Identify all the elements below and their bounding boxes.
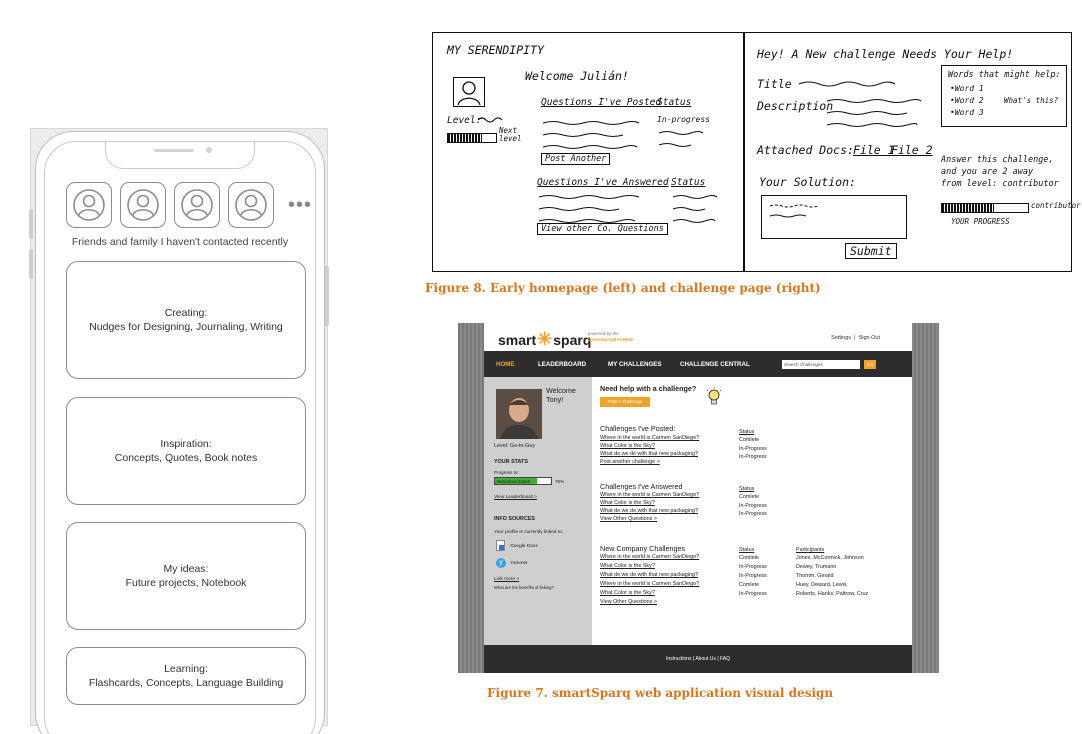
yammer-icon: y xyxy=(496,558,506,568)
lightbulb-icon xyxy=(706,387,722,409)
user-level: Level: Go-to-Guy xyxy=(494,443,536,449)
friend-avatar[interactable] xyxy=(174,182,220,228)
status-header: Status xyxy=(739,547,755,553)
powered-by-text: powered by the xyxy=(588,331,619,336)
sketch-word-1: •Word 1 xyxy=(950,84,984,93)
sketch-homepage-panel xyxy=(432,32,744,272)
sketch-in-progress: In-progress xyxy=(657,115,710,124)
person-icon xyxy=(126,188,160,222)
sketch-words-box xyxy=(941,65,1067,127)
status-value: In-Progress xyxy=(739,573,767,579)
friend-avatar[interactable] xyxy=(228,182,274,228)
footer-faq-link[interactable]: FAQ xyxy=(720,656,731,662)
sketch-word-2: •Word 2 xyxy=(950,96,984,105)
ellipsis-icon[interactable]: ••• xyxy=(288,194,313,216)
sketch-welcome: Welcome Julián! xyxy=(525,69,629,83)
google-docs-icon-mark xyxy=(499,545,504,550)
sketch-title-label: Title xyxy=(757,77,792,91)
card-title: Learning: xyxy=(164,663,208,675)
link-more-link[interactable]: Link more > xyxy=(494,577,520,582)
challenge-link[interactable]: Where in the world is Carmen SanDiego? xyxy=(600,492,700,498)
status-value: In-Progress xyxy=(739,564,767,570)
phone-speaker xyxy=(154,149,194,152)
info-sources-heading: INFO SOURCES xyxy=(494,516,536,522)
status-value: Comlete xyxy=(739,582,760,588)
sketch-post-another: Post Another xyxy=(541,153,610,165)
phone-body xyxy=(35,131,325,734)
status-header: Status xyxy=(739,429,755,435)
separator: | xyxy=(852,335,859,341)
person-icon xyxy=(234,188,268,222)
sketch-file-1: File 1 xyxy=(853,143,895,157)
sketch-words-help: Words that might help: xyxy=(948,70,1061,80)
progress-to-label: Progress to: xyxy=(494,470,519,475)
separator: | xyxy=(717,656,721,662)
footer-instructions-link[interactable]: Instructions xyxy=(665,656,692,662)
footer-links xyxy=(484,656,912,662)
card-learning[interactable] xyxy=(66,647,306,705)
friends-avatar-row xyxy=(66,182,312,228)
sketch-next-level: Next level xyxy=(499,126,522,143)
sketch-scribble-lines xyxy=(768,200,848,224)
progress-bar xyxy=(494,477,552,485)
challenge-link[interactable]: What do we do with that new packaging? xyxy=(600,572,698,578)
sketch-scribble-lines xyxy=(825,95,925,135)
spark-icon: ✳ xyxy=(537,329,553,349)
participants-value: Roberts, Hanks, Paltrow, Cruz xyxy=(796,591,869,597)
phone-screen xyxy=(44,141,316,734)
sketch-questions-answered: Questions I've Answered xyxy=(537,177,669,188)
friend-avatar[interactable] xyxy=(66,182,112,228)
sketch-photo-placeholder xyxy=(453,77,485,107)
avatar-photo-icon xyxy=(496,389,542,439)
post-challenge-button[interactable]: Post A Challenge xyxy=(600,397,650,407)
sketch-scribble-lines xyxy=(657,129,707,159)
participants-value: Huey, Deward, Lewis xyxy=(796,582,847,588)
status-value: In-Progress xyxy=(739,511,767,517)
challenge-link[interactable]: What Color is the Sky? xyxy=(600,500,655,506)
progress-label: Meticulous Expert xyxy=(497,479,531,484)
challenge-link[interactable]: What do we do with that new packaging? xyxy=(600,451,698,457)
posted-heading: Challenges I've Posted: xyxy=(600,424,676,433)
yammer-label: Yammer xyxy=(510,561,528,566)
challenge-link[interactable]: What Color is the Sky? xyxy=(600,563,655,569)
sketch-status-1: Status xyxy=(657,97,692,108)
sketch-challenge-heading: Hey! A New challenge Needs Your Help! xyxy=(757,47,1014,61)
sketch-status-2: Status xyxy=(671,177,706,188)
phone-side-button xyxy=(29,249,33,279)
smartsparq-screenshot xyxy=(458,323,939,673)
status-value: In-Progress xyxy=(739,503,767,509)
user-photo xyxy=(496,389,542,439)
challenge-link[interactable]: What do we do with that new packaging? xyxy=(600,508,698,514)
sketch-questions-posted: Questions I've Posted xyxy=(541,97,662,108)
card-subtitle: Flashcards, Concepts, Language Building xyxy=(88,677,284,689)
main-nav xyxy=(484,351,912,377)
status-header: Status xyxy=(739,486,755,492)
view-other-link[interactable]: View Other Questions > xyxy=(600,516,657,522)
sketch-view-other: View other Co. Questions xyxy=(537,223,668,235)
top-links xyxy=(831,335,880,341)
participants-value: Dewey, Trumann xyxy=(796,564,837,570)
sketch-scribble-lines xyxy=(671,193,721,227)
sketch-contributor: contributor xyxy=(1031,201,1081,210)
status-value: In-Progress xyxy=(739,591,767,597)
view-leaderboard-link[interactable]: View Leaderboard > xyxy=(494,495,537,500)
sketch-attached-docs: Attached Docs: xyxy=(757,143,854,157)
google-docs-label: Google Docs xyxy=(510,544,538,549)
sketch-answer-note-1: Answer this challenge, xyxy=(941,155,1054,165)
phone-side-button xyxy=(29,209,33,239)
sketch-submit: Submit xyxy=(845,243,897,259)
phone-mockup-frame xyxy=(30,128,328,726)
sketch-your-progress: YOUR PROGRESS xyxy=(951,217,1010,226)
view-other-link[interactable]: View Other Questions > xyxy=(600,599,657,605)
sketch-wireframes xyxy=(432,32,1081,276)
participants-value: Jones, McCormick, Johnson xyxy=(796,555,864,561)
signout-link[interactable]: Sign Out xyxy=(858,335,880,341)
welcome-text: Welcome xyxy=(546,386,576,395)
friends-caption: Friends and family I haven't contacted recently xyxy=(71,236,289,248)
powered-by xyxy=(588,331,634,343)
phone-power-button xyxy=(325,266,329,326)
person-icon xyxy=(454,78,484,106)
card-subtitle: Nudges for Designing, Journaling, Writing xyxy=(89,321,283,333)
sketch-progress-fill xyxy=(448,134,482,142)
logo-text-smart: smart xyxy=(498,331,537,348)
phone-camera xyxy=(206,147,212,153)
benefits-link[interactable]: What are the benefits of linking? xyxy=(494,585,554,590)
challenge-link[interactable]: What Color is the Sky? xyxy=(600,443,655,449)
settings-link[interactable]: Settings xyxy=(831,335,852,341)
figure-7-caption: Figure 7. smartSparq web application visual design xyxy=(487,686,834,700)
linked-to-text: Your profile is currently linked to: xyxy=(494,530,564,535)
sketch-title: MY SERENDIPITY xyxy=(447,43,544,57)
your-stats-heading: YOUR STATS xyxy=(494,459,528,465)
sketch-word-3: •Word 3 xyxy=(950,108,984,117)
sketch-solution-box xyxy=(761,195,907,239)
sketch-scribble xyxy=(477,115,507,123)
search-go-button[interactable]: Go xyxy=(864,360,876,369)
figure-8-caption: Figure 8. Early homepage (left) and challenge page (right) xyxy=(425,281,821,295)
powered-by-name: SerendipityMACHINE xyxy=(588,337,634,342)
status-value: In-Progress xyxy=(739,446,767,452)
sketch-description-label: Description xyxy=(757,99,834,113)
participants-value: Thomm, Gerald xyxy=(796,573,834,579)
sketch-whats-this: What's this? xyxy=(1004,96,1059,105)
smartsparq-page xyxy=(484,323,912,673)
header-bar xyxy=(484,323,912,351)
challenge-link[interactable]: Where in the world is Carmen SanDiego? xyxy=(600,554,700,560)
friend-avatar[interactable] xyxy=(120,182,166,228)
company-heading: New Company Challenges xyxy=(600,544,686,553)
google-docs-icon xyxy=(496,540,505,551)
smartsparq-logo[interactable] xyxy=(498,329,591,350)
sketch-answer-note-2: and you are 2 away xyxy=(941,167,1034,177)
nav-challenge-central[interactable]: CHALLENGE CENTRAL xyxy=(680,361,750,368)
card-title: Inspiration: xyxy=(160,438,212,450)
card-subtitle: Concepts, Quotes, Book notes xyxy=(114,452,258,464)
participants-header: Participants xyxy=(796,547,825,553)
sketch-level-label: Level: xyxy=(447,115,482,126)
status-value: Comlete xyxy=(739,555,760,561)
card-subtitle: Future projects, Notebook xyxy=(125,577,247,589)
phone-notch xyxy=(105,141,255,169)
sketch-progress-bar xyxy=(447,133,497,143)
nav-leaderboard[interactable]: LEADERBOARD xyxy=(538,361,587,368)
logo-text-sparq: sparq xyxy=(553,331,592,348)
progress-percent: 75% xyxy=(555,479,565,484)
answered-heading: Challenges I've Answered xyxy=(600,482,683,491)
card-my-ideas[interactable] xyxy=(66,522,306,630)
card-creating[interactable] xyxy=(66,261,306,379)
sketch-contrib-progress xyxy=(941,203,1029,213)
card-inspiration[interactable] xyxy=(66,397,306,505)
status-value: Comlete xyxy=(739,437,760,443)
sketch-your-solution: Your Solution: xyxy=(759,175,856,189)
sketch-scribble xyxy=(797,77,897,91)
sketch-challenge-panel xyxy=(744,32,1081,272)
need-help-heading: Need help with a challenge? xyxy=(600,384,697,393)
sketch-file-2: File 2 xyxy=(891,143,933,157)
main-content xyxy=(592,377,912,645)
challenge-link[interactable]: Where in the world is Carmen SanDiego? xyxy=(600,581,700,587)
separator: | xyxy=(692,656,696,662)
card-title: Creating: xyxy=(164,307,208,319)
status-value: In-Progress xyxy=(739,454,767,460)
footer-bar xyxy=(484,645,912,673)
challenge-link[interactable]: Where in the world is Carmen SanDiego? xyxy=(600,435,700,441)
sketch-contrib-fill xyxy=(942,204,994,212)
search-input[interactable]: Search Challenges xyxy=(782,360,860,369)
sketch-scribble-lines xyxy=(537,193,647,227)
nav-my-challenges[interactable]: MY CHALLENGES xyxy=(608,361,662,368)
person-icon xyxy=(180,188,214,222)
status-value: Comlete xyxy=(739,494,760,500)
user-name: Tony! xyxy=(546,395,564,404)
card-title: My ideas: xyxy=(163,563,209,575)
nav-home[interactable]: HOME xyxy=(496,361,515,368)
challenge-link[interactable]: What Color is the Sky? xyxy=(600,590,655,596)
footer-about-link[interactable]: About Us xyxy=(695,656,716,662)
post-another-link[interactable]: Post another challenge > xyxy=(600,459,660,465)
profile-sidebar xyxy=(484,377,592,645)
person-icon xyxy=(72,188,106,222)
sketch-answer-note-3: from level: contributor xyxy=(941,179,1059,189)
